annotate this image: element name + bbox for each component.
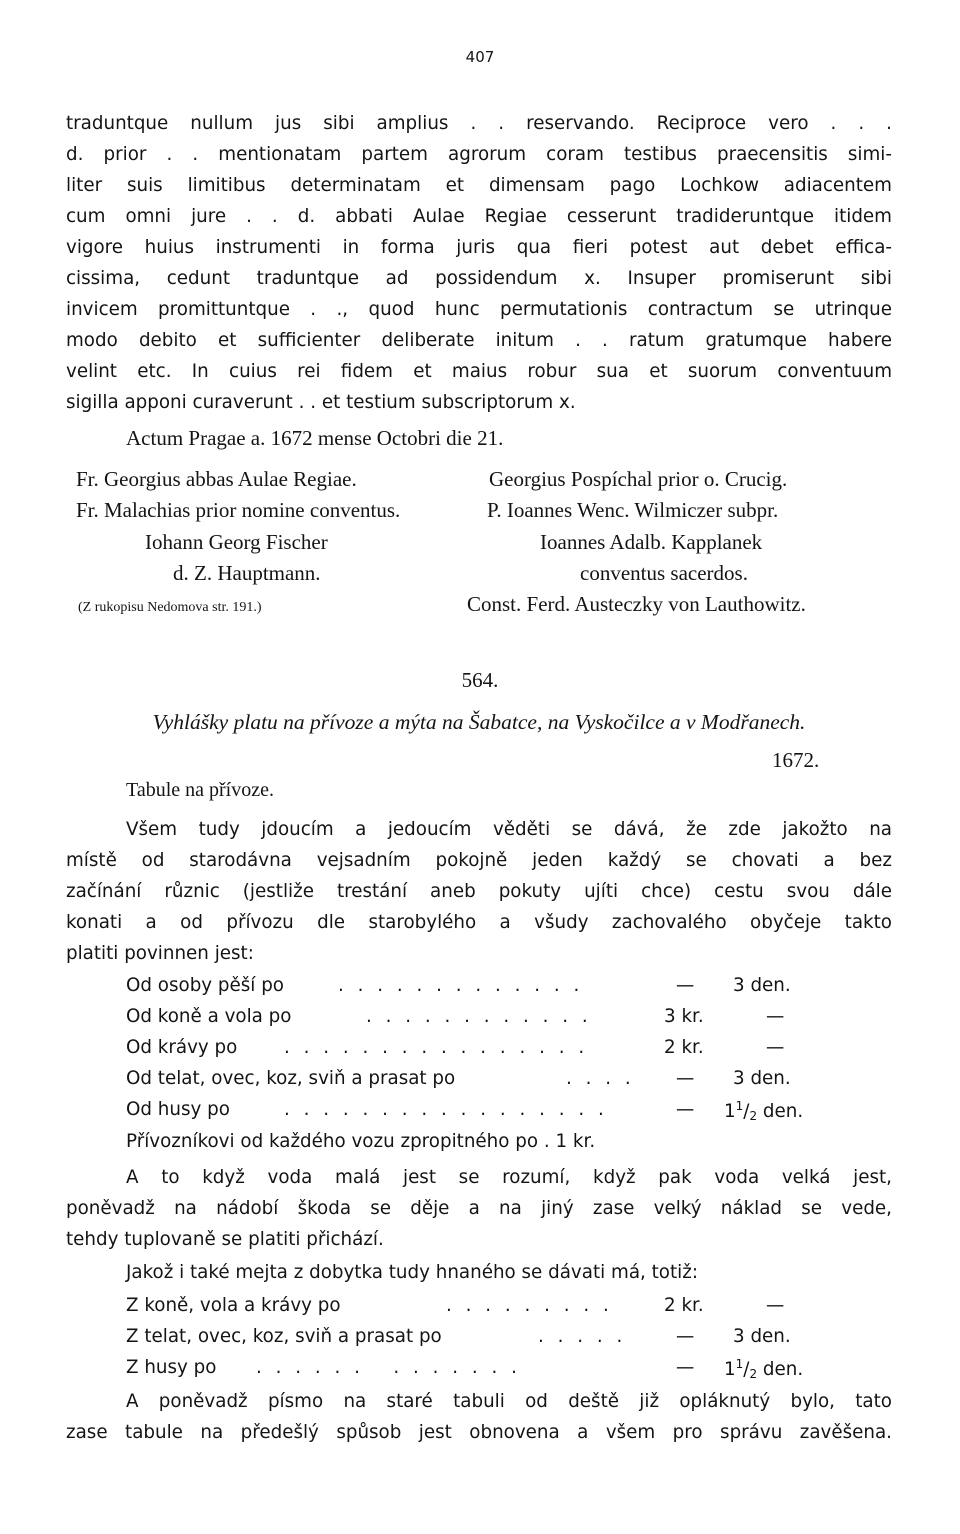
text-line: A poněvadž písmo na staré tabuli od deště již opláknutý bylo, tato bbox=[126, 1391, 892, 1412]
fee-dots: . . . . . . . . . . . . . bbox=[338, 975, 584, 996]
fee-den-whole: 1 bbox=[724, 1359, 736, 1380]
signature-left: d. Z. Hauptmann. bbox=[173, 561, 321, 585]
fee-den: — bbox=[766, 1006, 785, 1027]
text-line: poněvadž na nádobí škoda se děje a na jiný zase velký náklad se vede, bbox=[66, 1198, 892, 1219]
text-line: traduntque nullum jus sibi amplius . . reservando. Reciproce vero . . . bbox=[66, 113, 892, 134]
signature-right: Georgius Pospíchal prior o. Crucig. bbox=[489, 467, 788, 491]
signature-left: Iohann Georg Fischer bbox=[145, 530, 328, 554]
fee-dots: . . . . . bbox=[538, 1326, 627, 1347]
fee-den-numerator: 1 bbox=[735, 1357, 744, 1371]
fee-kr: — bbox=[676, 975, 695, 996]
text-line: cum omni jure . . d. abbati Aulae Regiae cesserunt tradideruntque itidem bbox=[66, 206, 892, 227]
fee-den-unit: den. bbox=[762, 1101, 804, 1122]
text-line: sigilla apponi curaverunt . . et testium subscriptorum x. bbox=[66, 392, 576, 413]
text-line: cissima, cedunt traduntque ad possidendum x. Insuper promiserunt sibi bbox=[66, 268, 892, 289]
fee-kr: — bbox=[676, 1068, 695, 1089]
signature-right: Ioannes Adalb. Kapplanek bbox=[540, 530, 763, 554]
signature-left: Fr. Malachias prior nomine conventus. bbox=[76, 498, 401, 522]
text-line: invicem promittuntque . ., quod hunc permutationis contractum se utrinque bbox=[66, 299, 892, 320]
document-number: 564. bbox=[461, 668, 499, 692]
text-line: d. prior . . mentionatam partem agrorum coram testibus praecensitis simi- bbox=[66, 144, 892, 165]
fee-label: Od krávy po bbox=[126, 1037, 238, 1058]
signature-right: conventus sacerdos. bbox=[580, 561, 748, 585]
fee-kr: 2 kr. bbox=[664, 1037, 704, 1058]
fee-label: Z husy po bbox=[126, 1357, 217, 1378]
fee-label: Od husy po bbox=[126, 1099, 230, 1120]
text-line: liter suis limitibus determinatam et dimensam pago Lochkow adiacentem bbox=[66, 175, 892, 196]
text-line: začínání různic (jestliže trestání aneb pokuty ujíti chce) cestu svou dále bbox=[66, 881, 892, 902]
fee-den-denominator: 2 bbox=[749, 1367, 758, 1381]
signature-right: P. Ioannes Wenc. Wilmiczer subpr. bbox=[487, 498, 779, 522]
text-line: Všem tudy jdoucím a jedoucím věděti se dává, že zde jakožto na bbox=[126, 819, 892, 840]
fee-den: 3 den. bbox=[733, 975, 791, 996]
fee-kr: 3 kr. bbox=[664, 1006, 704, 1027]
text-line: A to když voda malá jest se rozumí, když pak voda velká jest, bbox=[126, 1167, 892, 1188]
page-number: 407 bbox=[465, 48, 495, 66]
fee-dots: . . . . . . . . . bbox=[446, 1295, 613, 1316]
fee-den-numerator: 1 bbox=[735, 1099, 744, 1113]
tip-line: Přívozníkovi od každého vozu zpropitného po . 1 kr. bbox=[126, 1131, 596, 1152]
fee-dots: . . . . . . . . . . . . bbox=[366, 1006, 592, 1027]
fee-kr: — bbox=[676, 1357, 695, 1378]
fee-label: Z telat, ovec, koz, sviň a prasat po bbox=[126, 1326, 442, 1347]
fee-den: 3 den. bbox=[733, 1326, 791, 1347]
fee-den: — bbox=[766, 1037, 785, 1058]
document-subtitle: Tabule na přívoze. bbox=[126, 779, 274, 801]
source-note: (Z rukopisu Nedomova str. 191.) bbox=[78, 600, 262, 615]
fee-den: $1^1/_2$ den. bbox=[724, 1357, 804, 1381]
fee-label: Z koně, vola a krávy po bbox=[126, 1295, 341, 1316]
text-line: vigore huius instrumenti in forma juris qua fieri potest aut debet effica- bbox=[66, 237, 892, 258]
fee-dots: . . . . . . . . . . . . . . . . . bbox=[284, 1099, 608, 1120]
fee-den-unit: den. bbox=[762, 1359, 804, 1380]
fee-label: Od osoby pěší po bbox=[126, 975, 284, 996]
text-line: tehdy tuplovaně se platiti přichází. bbox=[66, 1229, 384, 1250]
text-line: platiti povinnen jest: bbox=[66, 943, 254, 964]
signature-left: Fr. Georgius abbas Aulae Regiae. bbox=[76, 467, 357, 491]
fee-kr: 2 kr. bbox=[664, 1295, 704, 1316]
fee-label: Od koně a vola po bbox=[126, 1006, 292, 1027]
text-line: velint etc. In cuius rei fidem et maius robur sua et suorum conventuum bbox=[66, 361, 892, 382]
toll-intro: Jakož i také mejta z dobytka tudy hnaného se dávati má, totiž: bbox=[126, 1262, 698, 1283]
actum-line: Actum Pragae a. 1672 mense Octobri die 21. bbox=[126, 426, 504, 450]
fee-kr: — bbox=[676, 1099, 695, 1120]
fee-dots: . . . . . . . . . . . . . . . . bbox=[284, 1037, 589, 1058]
fee-dots: . . . . . . . . . . . . . bbox=[256, 1357, 521, 1378]
fee-label: Od telat, ovec, koz, sviň a prasat po bbox=[126, 1068, 456, 1089]
fee-dots: . . . . bbox=[566, 1068, 635, 1089]
fee-den: — bbox=[766, 1295, 785, 1316]
fee-den: 3 den. bbox=[733, 1068, 791, 1089]
signature-right: Const. Ferd. Austeczky von Lauthowitz. bbox=[467, 592, 806, 616]
fee-den: $1^1/_2$ den. bbox=[724, 1099, 804, 1123]
document-year: 1672. bbox=[772, 748, 820, 772]
fee-kr: — bbox=[676, 1326, 695, 1347]
fee-den-denominator: 2 bbox=[749, 1109, 758, 1123]
document-title: Vyhlášky platu na přívoze a mýta na Šabatce, na Vyskočilce a v Modřanech. bbox=[152, 710, 806, 734]
fee-den-whole: 1 bbox=[724, 1101, 736, 1122]
text-line: zase tabule na předešlý spůsob jest obnovena a všem pro správu zavěšena. bbox=[66, 1422, 892, 1443]
text-line: modo debito et sufficienter deliberate initum . . ratum gratumque habere bbox=[66, 330, 892, 351]
text-line: místě od starodávna vejsadním pokojně jeden každý se chovati a bez bbox=[66, 850, 892, 871]
text-line: konati a od přívozu dle starobylého a všudy zachovalého obyčeje takto bbox=[66, 912, 892, 933]
